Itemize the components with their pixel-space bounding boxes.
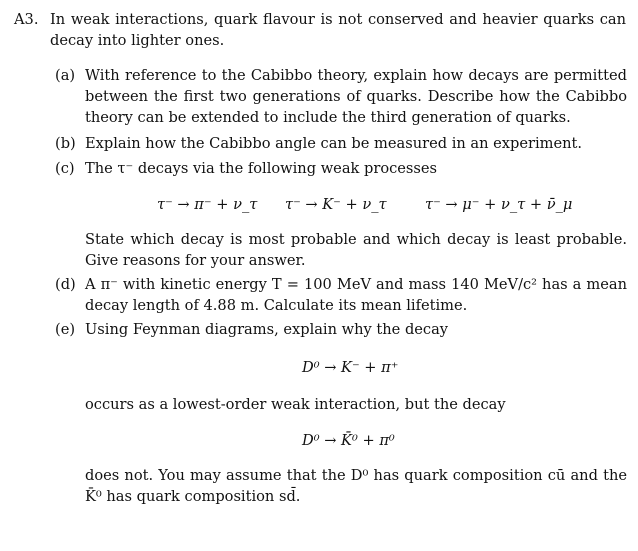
part-e-equation-2: D⁰ → K̄⁰ + π⁰ bbox=[302, 432, 395, 449]
part-b-text: Explain how the Cabibbo angle can be measured in an experiment. bbox=[85, 135, 583, 152]
part-a-text: With reference to the Cabibbo theory, explain how decays are permitted between the first two generations of quarks. Describe how the Cabibbo theory can be extended to include the third generation of quarks. bbox=[85, 67, 627, 126]
part-c-equation-3: τ⁻ → μ⁻ + ν_τ + ν̄_μ bbox=[425, 196, 573, 213]
part-c-equation-1: τ⁻ → π⁻ + ν_τ bbox=[157, 196, 258, 213]
question-number: A3. bbox=[14, 11, 39, 28]
part-e-middle-text: occurs as a lowest-order weak interaction, but the decay bbox=[85, 396, 506, 413]
part-c-followup: State which decay is most probable and which decay is least probable. Give reasons for your answer. bbox=[85, 231, 627, 269]
part-c-equation-2: τ⁻ → K⁻ + ν_τ bbox=[285, 196, 387, 213]
question-intro: In weak interactions, quark flavour is not conserved and heavier quarks can decay into lighter ones. bbox=[50, 11, 626, 49]
part-e bbox=[55, 319, 627, 340]
part-c-label: (c) bbox=[55, 160, 75, 177]
part-b bbox=[55, 133, 627, 154]
part-b-label: (b) bbox=[55, 135, 76, 152]
question-header bbox=[14, 9, 626, 51]
part-d-text: A π⁻ with kinetic energy T = 100 MeV and mass 140 MeV/c² has a mean decay length of 4.88 m. Calculate its mean lifetime. bbox=[85, 276, 627, 314]
part-c bbox=[55, 158, 627, 179]
part-e-label: (e) bbox=[55, 321, 76, 338]
part-a bbox=[55, 65, 627, 128]
part-e-equation-1: D⁰ → K⁻ + π⁺ bbox=[302, 359, 399, 376]
part-e-final-text: does not. You may assume that the D⁰ has quark composition cū and the K̄⁰ has quark composition sd̄. bbox=[85, 467, 627, 505]
part-d bbox=[55, 274, 627, 316]
part-c-text: The τ⁻ decays via the following weak processes bbox=[85, 160, 438, 177]
part-d-label: (d) bbox=[55, 276, 76, 293]
part-a-label: (a) bbox=[55, 67, 76, 84]
part-e-text: Using Feynman diagrams, explain why the decay bbox=[85, 321, 449, 338]
